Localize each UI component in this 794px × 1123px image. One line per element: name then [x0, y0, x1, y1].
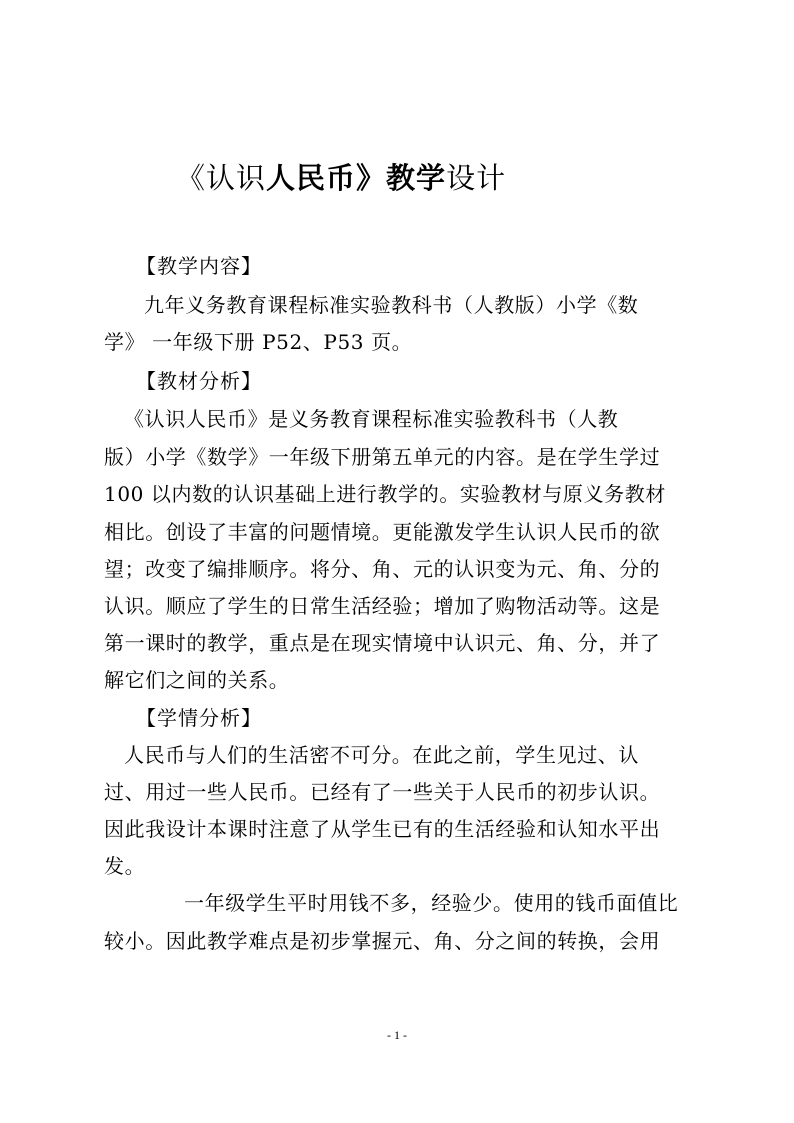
title-part-4: 设计 — [446, 161, 507, 195]
section-heading-material: 【教材分析】 — [136, 369, 262, 393]
paragraph-line: 相比。创设了丰富的问题情境。更能激发学生认识人民币的欲 — [104, 520, 661, 544]
document-title — [176, 156, 506, 197]
paragraph-line: 一年级学生平时用钱不多，经验少。使用的钱币面值比 — [184, 891, 679, 915]
paragraph-line: 认识。顺应了学生的日常生活经验；增加了购物活动等。这是 — [104, 594, 661, 618]
paragraph-line: 发。 — [104, 854, 146, 878]
paragraph-line: 九年义务教育课程标准实验教科书（人教版）小学《数 — [144, 293, 639, 317]
paragraph-line: 100 以内数的认识基础上进行教学的。实验教材与原义务教材 — [104, 482, 666, 506]
paragraph-line: 过、用过一些人民币。已经有了一些关于人民币的初步认识。 — [104, 780, 661, 804]
title-part-1: 认识 — [206, 161, 267, 195]
paragraph-line: 版）小学《数学》一年级下册第五单元的内容。是在学生学过 — [104, 445, 661, 469]
section-heading-content: 【教学内容】 — [136, 254, 262, 278]
title-part-2: 人民币 — [266, 161, 357, 195]
page-number: - 1 - — [387, 1028, 407, 1042]
title-open-quote: 《 — [176, 161, 207, 195]
section-heading-learner: 【学情分析】 — [136, 706, 262, 730]
paragraph-line: 人民币与人们的生活密不可分。在此之前，学生见过、认 — [124, 743, 639, 767]
paragraph-line: 因此我设计本课时注意了从学生已有的生活经验和认知水平出 — [104, 817, 661, 841]
title-part-3: 》教学 — [356, 161, 447, 195]
paragraph-line: 第一课时的教学，重点是在现实情境中认识元、角、分，并了 — [104, 631, 661, 655]
paragraph-line: 学》 一年级下册 P52、P53 页。 — [104, 330, 413, 354]
paragraph-line: 《认识人民币》是义务教育课程标准实验教科书（人教 — [124, 407, 619, 431]
paragraph-line: 解它们之间的关系。 — [104, 668, 290, 692]
paragraph-line: 望；改变了编排顺序。将分、角、元的认识变为元、角、分的 — [104, 557, 661, 581]
paragraph-line: 较小。因此教学难点是初步掌握元、角、分之间的转换，会用 — [104, 929, 661, 953]
